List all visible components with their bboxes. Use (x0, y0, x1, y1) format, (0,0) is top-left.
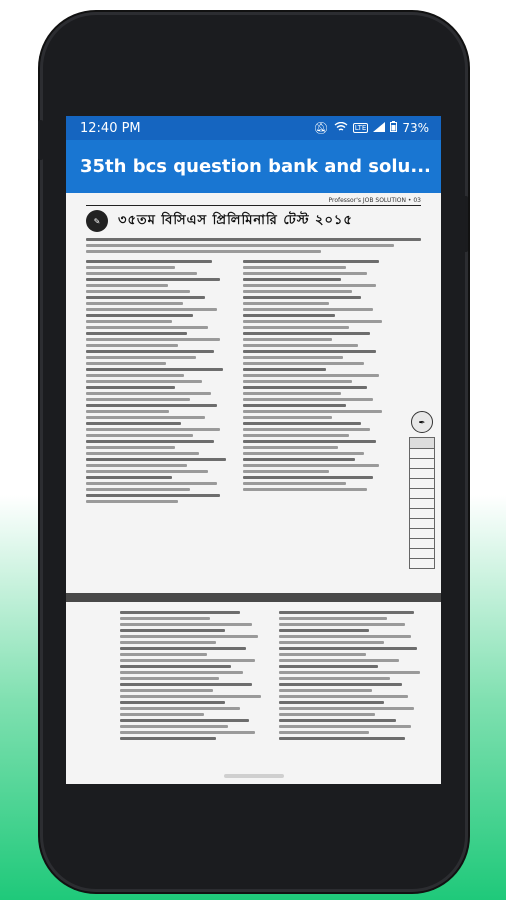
question-columns (86, 257, 421, 506)
signal-icon (373, 121, 385, 135)
phone-side-button (462, 196, 468, 252)
document-page (66, 193, 441, 593)
app-bar (66, 140, 441, 193)
battery-percent: 73% (402, 121, 429, 135)
page-header-right: Professor's JOB SOLUTION • 03 (328, 197, 421, 204)
publisher-logo: ✎ (86, 210, 108, 232)
status-bar (66, 116, 441, 140)
page-header (86, 197, 421, 206)
status-time: 12:40 PM (80, 120, 141, 136)
question-column-left (86, 257, 235, 506)
gesture-nav-bar[interactable] (224, 774, 284, 778)
answer-key-table (409, 437, 435, 569)
wifi-icon (334, 121, 348, 135)
answer-stamp (411, 411, 433, 433)
battery-icon (390, 121, 397, 135)
volte-icon: LTE (354, 124, 367, 132)
app-title: 35th bcs question bank and solu... (80, 156, 431, 177)
document-viewer[interactable] (66, 193, 441, 784)
document-page (66, 602, 441, 784)
stamp-icon: ✒ (411, 411, 433, 433)
document-title: ৩৫তম বিসিএস প্রিলিমিনারি টেস্ট ২০১৫ (118, 212, 353, 228)
mute-icon: 🔕︎ (313, 121, 329, 135)
phone-screen (66, 116, 441, 784)
status-icons (313, 121, 429, 135)
phone-side-button (38, 120, 43, 160)
question-column-right (243, 257, 422, 506)
